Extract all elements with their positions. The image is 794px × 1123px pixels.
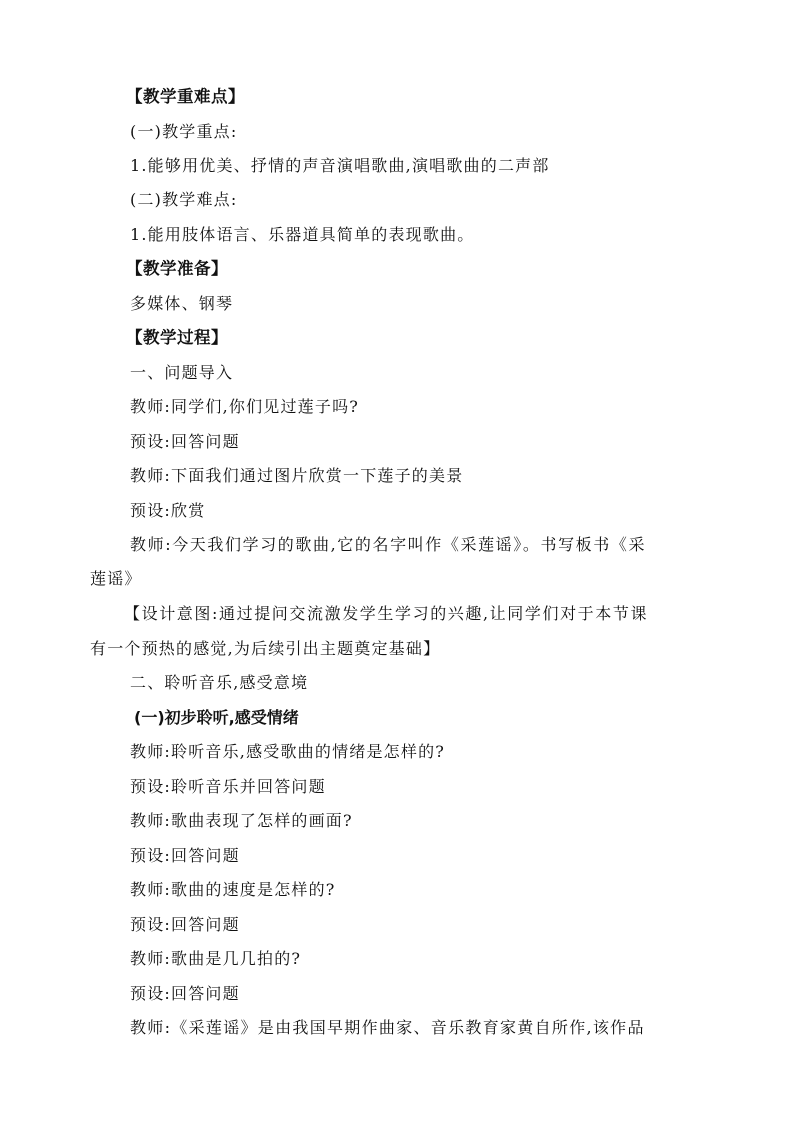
section-listen-music: 二、聆听音乐,感受意境: [130, 673, 309, 692]
dialogue-preset-6: 预设:回答问题: [130, 915, 240, 934]
dialogue-teacher-4: 教师:聆听音乐,感受歌曲的情绪是怎样的?: [130, 742, 446, 761]
paragraph-preparation-items: 多媒体、钢琴: [130, 294, 234, 313]
dialogue-teacher-5: 教师:歌曲表现了怎样的画面?: [130, 811, 353, 830]
heading-teaching-process: 【教学过程】: [126, 328, 228, 347]
subsection-first-listen: (一)初步聆听,感受情绪: [134, 708, 299, 727]
dialogue-teacher-1: 教师:同学们,你们见过莲子吗?: [130, 397, 360, 416]
paragraph-key-point-1: 1.能够用优美、抒情的声音演唱歌曲,演唱歌曲的二声部: [130, 156, 550, 175]
subheading-difficult-points: (二)教学难点:: [130, 190, 238, 209]
heading-teaching-preparation: 【教学准备】: [126, 259, 228, 278]
dialogue-teacher-3: 教师:今天我们学习的歌曲,它的名字叫作《采莲谣》。书写板书《采: [130, 535, 647, 554]
dialogue-teacher-3-continued: 莲谣》: [90, 569, 142, 588]
dialogue-teacher-2: 教师:下面我们通过图片欣赏一下莲子的美景: [130, 466, 464, 485]
heading-key-difficult-points: 【教学重难点】: [126, 87, 245, 106]
dialogue-preset-4: 预设:聆听音乐并回答问题: [130, 777, 326, 796]
dialogue-preset-1: 预设:回答问题: [130, 432, 240, 451]
section-question-intro: 一、问题导入: [130, 363, 234, 382]
design-intent-1-continued: 有一个预热的感觉,为后续引出主题奠定基础】: [90, 639, 441, 658]
subheading-key-points: (一)教学重点:: [130, 122, 238, 141]
dialogue-teacher-7: 教师:歌曲是几几拍的?: [130, 949, 302, 968]
paragraph-difficult-point-1: 1.能用肢体语言、乐器道具简单的表现歌曲。: [130, 225, 475, 244]
dialogue-teacher-8: 教师:《采莲谣》是由我国早期作曲家、音乐教育家黄自所作,该作品: [130, 1018, 645, 1037]
dialogue-preset-5: 预设:回答问题: [130, 846, 240, 865]
dialogue-preset-2: 预设:欣赏: [130, 501, 206, 520]
dialogue-preset-7: 预设:回答问题: [130, 984, 240, 1003]
design-intent-1: 【设计意图:通过提问交流激发学生学习的兴趣,让同学们对于本节课: [124, 604, 649, 623]
dialogue-teacher-6: 教师:歌曲的速度是怎样的?: [130, 880, 336, 899]
